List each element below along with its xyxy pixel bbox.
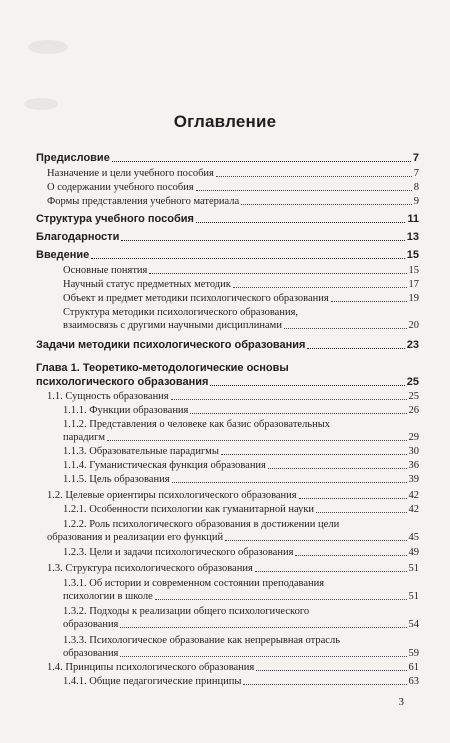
toc-entry[interactable] bbox=[63, 292, 419, 305]
toc-entry-title: 1.3. Структура психологического образования bbox=[47, 563, 253, 574]
toc-entry-title: 1.3.3. Психологическое образование как непрерывная отрасль bbox=[63, 635, 340, 646]
leader-dots bbox=[91, 258, 404, 259]
toc-entry-page: 39 bbox=[408, 474, 419, 485]
toc-entry[interactable] bbox=[63, 445, 419, 458]
toc-entry-page: 15 bbox=[406, 249, 419, 261]
toc-entry-title: Предисловие bbox=[36, 152, 110, 164]
leader-dots bbox=[268, 468, 407, 469]
toc-entry-page: 15 bbox=[408, 265, 419, 276]
leader-dots bbox=[171, 399, 407, 400]
toc-entry-title: Благодарности bbox=[36, 231, 120, 243]
leader-dots bbox=[255, 571, 407, 572]
toc-entry-page: 61 bbox=[408, 662, 419, 673]
toc-entry-page: 63 bbox=[408, 676, 419, 687]
leader-dots bbox=[284, 328, 407, 329]
toc-entry-page: 59 bbox=[408, 648, 419, 659]
toc-entry-title: Научный статус предметных методик bbox=[63, 279, 231, 290]
toc-entry-page: 42 bbox=[408, 490, 419, 501]
toc-entry[interactable] bbox=[47, 167, 419, 180]
toc-entry[interactable] bbox=[63, 618, 419, 631]
toc-entry-page: 49 bbox=[408, 547, 419, 558]
toc-entry-page: 20 bbox=[408, 320, 419, 331]
toc-entry-page: 7 bbox=[412, 152, 419, 164]
toc-entry-title: образования bbox=[63, 619, 119, 630]
leader-dots bbox=[149, 273, 406, 274]
page-number: 3 bbox=[398, 696, 404, 708]
toc-entry-page: 30 bbox=[408, 446, 419, 457]
toc-title: Оглавление bbox=[173, 112, 277, 131]
toc-entry[interactable] bbox=[63, 278, 419, 291]
toc-entry[interactable] bbox=[47, 390, 419, 403]
toc-entry-title: 1.3.2. Подходы к реализации общего психологического bbox=[63, 606, 310, 617]
leader-dots bbox=[331, 301, 407, 302]
toc-entry-acknowledgements[interactable] bbox=[36, 231, 419, 244]
toc-entry[interactable] bbox=[63, 503, 419, 516]
toc-entry[interactable] bbox=[47, 562, 419, 575]
toc-entry-title: образования bbox=[63, 648, 119, 659]
toc-entry[interactable] bbox=[63, 675, 419, 688]
toc-entry-line1[interactable] bbox=[63, 518, 419, 531]
leader-dots bbox=[295, 555, 406, 556]
toc-entry[interactable] bbox=[63, 473, 419, 486]
toc-entry-title: Формы представления учебного материала bbox=[47, 196, 240, 207]
leader-dots bbox=[112, 161, 411, 162]
toc-entry[interactable] bbox=[63, 590, 419, 603]
toc-entry-page: 25 bbox=[406, 376, 419, 388]
toc-entry[interactable] bbox=[47, 195, 419, 208]
toc-entry-title: 1.1.1. Функции образования bbox=[63, 405, 189, 416]
toc-entry[interactable] bbox=[63, 546, 419, 559]
toc-entry-preface[interactable] bbox=[36, 152, 419, 165]
toc-entry-title: Введение bbox=[36, 249, 90, 261]
leader-dots bbox=[316, 512, 406, 513]
toc-entry-title: 1.2.3. Цели и задачи психологического образования bbox=[63, 547, 294, 558]
toc-entry-title: 1.1.5. Цель образования bbox=[63, 474, 170, 485]
toc-entry-tasks[interactable] bbox=[36, 339, 419, 352]
toc-entry-page: 54 bbox=[408, 619, 419, 630]
toc-entry-page: 11 bbox=[407, 213, 419, 225]
toc-entry-line1[interactable] bbox=[63, 306, 419, 319]
toc-entry-title: 1.1. Сущность образования bbox=[47, 391, 169, 402]
toc-entry-page: 13 bbox=[406, 231, 419, 243]
toc-entry-title: 1.1.2. Представления о человеке как базис образовательных bbox=[63, 419, 331, 430]
toc-entry[interactable] bbox=[63, 319, 419, 332]
leader-dots bbox=[241, 204, 412, 205]
leader-dots bbox=[107, 440, 407, 441]
leader-dots bbox=[120, 656, 406, 657]
toc-entry-title: психологии в школе bbox=[63, 591, 153, 602]
toc-entry-title: парадигм bbox=[63, 432, 105, 443]
toc-entry-title: 1.4. Принципы психологического образования bbox=[47, 662, 255, 673]
leader-dots bbox=[190, 413, 406, 414]
toc-entry-line1[interactable] bbox=[63, 605, 419, 618]
toc-entry-structure[interactable] bbox=[36, 213, 419, 226]
toc-entry-title: 1.2.1. Особенности психологии как гуманитарной науки bbox=[63, 504, 315, 515]
leader-dots bbox=[299, 498, 407, 499]
toc-entry-title: 1.3.1. Об истории и современном состоянии преподавания bbox=[63, 578, 325, 589]
leader-dots bbox=[243, 684, 406, 685]
leader-dots bbox=[155, 599, 407, 600]
leader-dots bbox=[221, 454, 407, 455]
toc-entry[interactable] bbox=[63, 431, 419, 444]
toc-entry-title: образования и реализации его функций bbox=[47, 532, 224, 543]
toc-entry-page: 23 bbox=[406, 339, 419, 351]
toc-entry-title: Объект и предмет методики психологического образования bbox=[63, 293, 329, 304]
leader-dots bbox=[225, 540, 406, 541]
toc-entry-page: 9 bbox=[413, 196, 419, 207]
toc-entry[interactable] bbox=[47, 531, 419, 544]
leader-dots bbox=[256, 670, 406, 671]
toc-entry[interactable] bbox=[47, 661, 419, 674]
toc-entry-page: 51 bbox=[408, 563, 419, 574]
toc-entry[interactable] bbox=[47, 181, 419, 194]
toc-entry[interactable] bbox=[63, 404, 419, 417]
toc-entry-title: Глава 1. Теоретико-методологические основы bbox=[36, 362, 289, 374]
leader-dots bbox=[216, 176, 412, 177]
toc-entry-page: 7 bbox=[413, 168, 419, 179]
toc-entry-page: 17 bbox=[408, 279, 419, 290]
toc-entry[interactable] bbox=[63, 647, 419, 660]
toc-entry-chapter1-line1[interactable] bbox=[36, 362, 419, 375]
toc-entry-title: Структура учебного пособия bbox=[36, 213, 194, 225]
leader-dots bbox=[172, 482, 407, 483]
toc-entry-page: 42 bbox=[408, 504, 419, 515]
leader-dots bbox=[210, 385, 404, 386]
toc-entry-title: 1.2.2. Роль психологического образования в достижении цели bbox=[63, 519, 340, 530]
toc-entry-title: 1.1.4. Гуманистическая функция образования bbox=[63, 460, 266, 471]
toc-entry-title: Структура методики психологического образования, bbox=[63, 307, 299, 318]
toc-entry-page: 36 bbox=[408, 460, 419, 471]
toc-entry-introduction[interactable] bbox=[36, 249, 419, 262]
leader-dots bbox=[120, 627, 406, 628]
toc-entry-page: 26 bbox=[408, 405, 419, 416]
toc-entry-title: О содержании учебного пособия bbox=[47, 182, 194, 193]
toc-entry-page: 29 bbox=[408, 432, 419, 443]
toc-entry-title: 1.1.3. Образовательные парадигмы bbox=[63, 446, 219, 457]
toc-entry-title: взаимосвязь с другими научными дисциплинами bbox=[63, 320, 282, 331]
toc-entry-title: Назначение и цели учебного пособия bbox=[47, 168, 214, 179]
toc-entry-line1[interactable] bbox=[63, 418, 419, 431]
toc-entry-page: 45 bbox=[408, 532, 419, 543]
toc-entry[interactable] bbox=[63, 264, 419, 277]
toc-entry-title: Основные понятия bbox=[63, 265, 148, 276]
toc-entry-chapter1[interactable] bbox=[36, 376, 419, 389]
toc-entry-line1[interactable] bbox=[63, 634, 419, 647]
toc-entry-page: 8 bbox=[413, 182, 419, 193]
toc-entry-title: 1.2. Целевые ориентиры психологического образования bbox=[47, 490, 297, 501]
toc-entry-page: 19 bbox=[408, 293, 419, 304]
toc-entry-line1[interactable] bbox=[63, 577, 419, 590]
toc-entry[interactable] bbox=[47, 489, 419, 502]
leader-dots bbox=[121, 240, 404, 241]
toc-entry[interactable] bbox=[63, 459, 419, 472]
leader-dots bbox=[233, 287, 407, 288]
toc-entry-title: Задачи методики психологического образования bbox=[36, 339, 306, 351]
leader-dots bbox=[196, 222, 405, 223]
toc-entry-page: 51 bbox=[408, 591, 419, 602]
toc-entry-title: 1.4.1. Общие педагогические принципы bbox=[63, 676, 242, 687]
leader-dots bbox=[196, 190, 412, 191]
toc-entry-title: психологического образования bbox=[36, 376, 209, 388]
toc-entry-page: 25 bbox=[408, 391, 419, 402]
leader-dots bbox=[307, 348, 404, 349]
